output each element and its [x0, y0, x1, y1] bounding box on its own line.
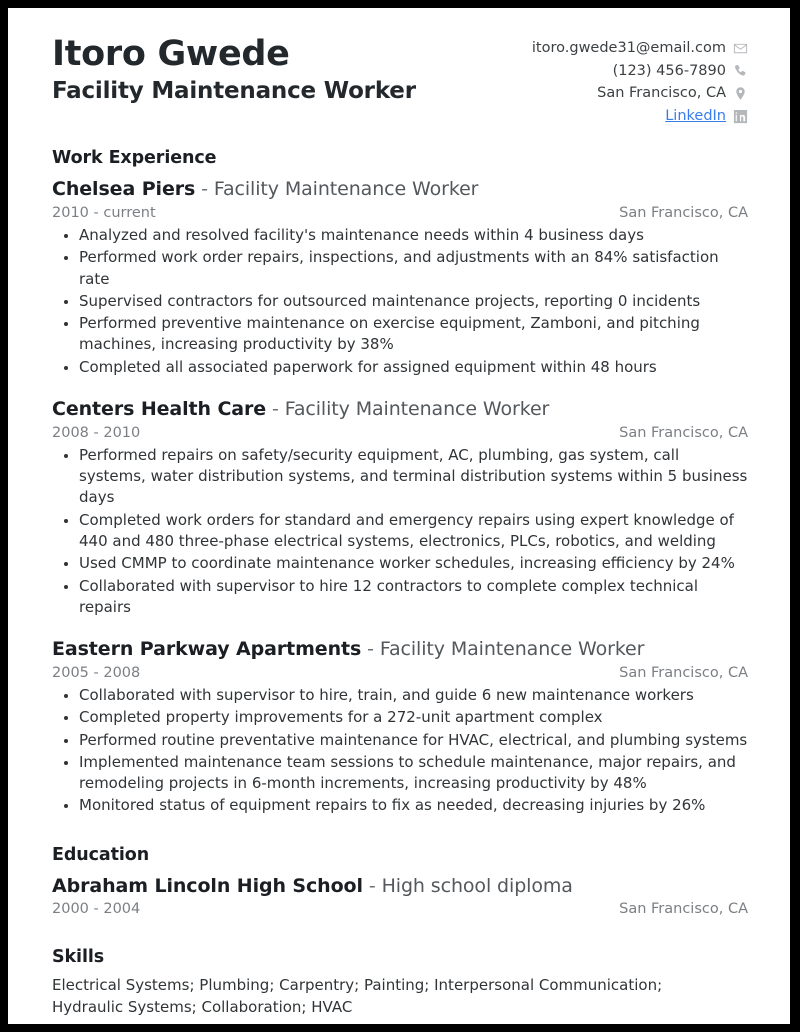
work-entry [52, 398, 748, 618]
map-pin-icon [733, 86, 748, 101]
list-item: Performed preventive maintenance on exercise equipment, Zamboni, and pitching machines, increasing productivity by 38% [52, 313, 748, 356]
identity-block [52, 34, 416, 104]
contact-phone-text: (123) 456-7890 [612, 62, 726, 79]
contact-linkedin[interactable] [665, 107, 748, 127]
section-work-experience [52, 148, 748, 816]
work-entry-separator: - [272, 398, 279, 421]
contact-email-text: itoro.gwede31@email.com [531, 40, 726, 56]
work-entry-separator: - [201, 178, 208, 201]
list-item: Performed work order repairs, inspections, and adjustments with an 84% satisfaction rate [52, 247, 748, 290]
linkedin-icon [733, 109, 748, 124]
contact-phone [613, 62, 748, 82]
section-education [52, 845, 748, 918]
work-entry-location: San Francisco, CA [619, 424, 748, 441]
contact-email [532, 39, 748, 59]
work-entry-location: San Francisco, CA [619, 664, 748, 681]
envelope-icon [733, 41, 748, 56]
work-entry-heading [52, 638, 748, 662]
education-entry [52, 875, 748, 918]
work-entry [52, 178, 748, 378]
section-title-education: Education [52, 844, 150, 865]
work-entry-bullets [52, 445, 748, 618]
candidate-headline: Facility Maintenance Worker [52, 77, 416, 104]
work-entry-org: Chelsea Piers [52, 178, 196, 201]
education-entry-location: San Francisco, CA [619, 901, 748, 918]
contact-block [532, 39, 748, 126]
work-entry-separator: - [367, 638, 374, 661]
resume-page [8, 8, 790, 1024]
education-entry-dates: 2000 - 2004 [52, 901, 141, 918]
work-entry-role: Facility Maintenance Worker [213, 178, 479, 201]
work-entry-location: San Francisco, CA [619, 205, 748, 221]
list-item: Completed all associated paperwork for assigned equipment within 48 hours [52, 357, 748, 378]
work-entry-dates: 2008 - 2010 [52, 424, 141, 441]
education-entry-heading [52, 875, 748, 899]
section-skills [52, 947, 748, 1018]
resume-header [52, 34, 748, 126]
work-entry-role: Facility Maintenance Worker [379, 638, 645, 661]
list-item: Analyzed and resolved facility's maintenance needs within 4 business days [52, 225, 748, 246]
contact-location-text: San Francisco, CA [597, 85, 726, 102]
list-item: Monitored status of equipment repairs to fix as needed, decreasing injuries by 26% [52, 795, 748, 816]
section-title-skills: Skills [52, 947, 105, 968]
work-entry-org: Centers Health Care [52, 398, 267, 421]
work-entry-meta [52, 205, 748, 221]
work-entry-dates: 2010 - current [52, 205, 156, 221]
work-entry-heading [52, 398, 748, 422]
work-entry-role: Facility Maintenance Worker [284, 398, 550, 421]
work-entry-meta [52, 665, 748, 681]
list-item: Performed routine preventative maintenance for HVAC, electrical, and plumbing systems [52, 730, 748, 751]
education-entry-separator: - [368, 874, 376, 897]
work-entry-bullets [52, 685, 748, 817]
work-entry-bullets [52, 225, 748, 378]
list-item: Collaborated with supervisor to hire 12 contractors to complete complex technical repairs [52, 576, 748, 619]
list-item: Supervised contractors for outsourced maintenance projects, reporting 0 incidents [52, 291, 748, 312]
contact-location [597, 84, 748, 104]
section-title-work: Work Experience [52, 148, 217, 169]
list-item: Performed repairs on safety/security equipment, AC, plumbing, gas system, call systems, water distribution systems, and terminal distribution systems within 5 business days [52, 445, 748, 509]
list-item: Collaborated with supervisor to hire, train, and guide 6 new maintenance workers [52, 685, 748, 706]
work-entry-meta [52, 425, 748, 441]
work-entry-dates: 2005 - 2008 [52, 664, 141, 681]
skills-list-text: Electrical Systems; Plumbing; Carpentry; Painting; Interpersonal Communication; Hydraulic Systems; Collaboration; HVAC [52, 976, 663, 1016]
work-entry-heading [52, 178, 748, 202]
list-item: Used CMMP to coordinate maintenance worker schedules, increasing efficiency by 24% [52, 553, 748, 574]
linkedin-link[interactable]: LinkedIn [665, 107, 726, 124]
work-entry-org: Eastern Parkway Apartments [52, 638, 362, 661]
candidate-name: Itoro Gwede [52, 34, 290, 74]
phone-icon [733, 64, 748, 79]
list-item: Completed property improvements for a 272-unit apartment complex [52, 707, 748, 728]
list-item: Implemented maintenance team sessions to schedule maintenance, major repairs, and remodeling projects in 6-month increments, increasing productivity by 48% [52, 752, 748, 795]
work-entry [52, 638, 748, 817]
education-entry-org: Abraham Lincoln High School [52, 874, 363, 897]
education-entry-degree: High school diploma [381, 874, 573, 897]
education-entry-meta [52, 901, 748, 917]
list-item: Completed work orders for standard and emergency repairs using expert knowledge of 440 and 480 three-phase electrical systems, electronics, PLCs, robotics, and welding [52, 510, 748, 553]
